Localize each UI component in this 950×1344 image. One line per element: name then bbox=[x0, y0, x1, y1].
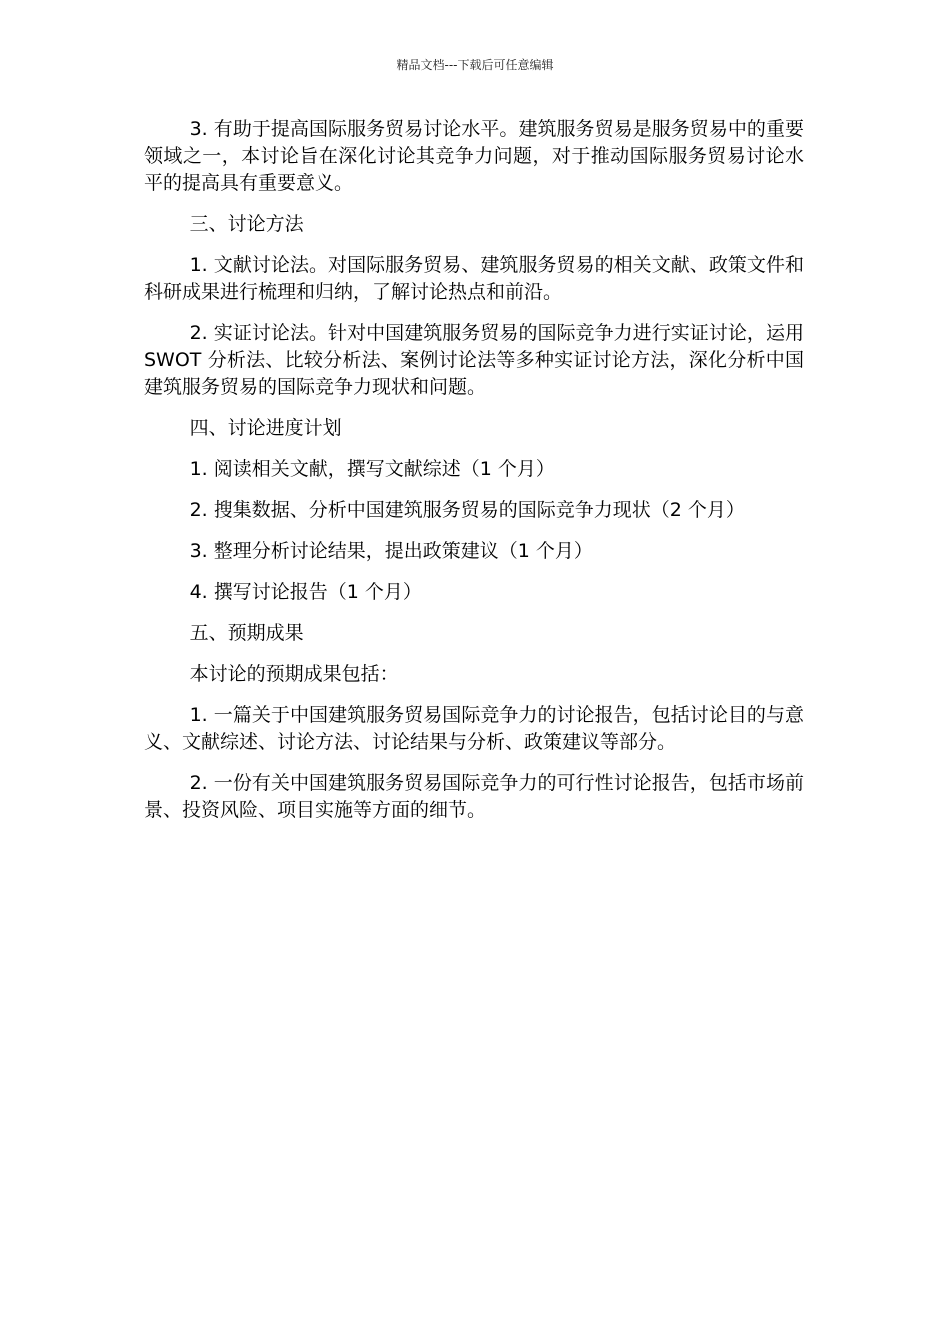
page-header: 精品文档---下载后可任意编辑 bbox=[396, 58, 554, 72]
paragraph-significance-3: 3. 有助于提高国际服务贸易讨论水平。建筑服务贸易是服务贸易中的重要领域之一，本讨论旨在深化讨论其竞争力问题，对于推动国际服务贸易讨论水平的提高具有重要意义。 bbox=[144, 118, 804, 194]
outcome-item-1: 1. 一篇关于中国建筑服务贸易国际竞争力的讨论报告，包括讨论目的与意义、文献综述、讨论方法、讨论结果与分析、政策建议等部分。 bbox=[144, 704, 804, 753]
schedule-item-1: 1. 阅读相关文献，撰写文献综述（1 个月） bbox=[189, 458, 555, 480]
schedule-item-3: 3. 整理分析讨论结果，提出政策建议（1 个月） bbox=[189, 540, 593, 562]
paragraph-method-literature: 1. 文献讨论法。对国际服务贸易、建筑服务贸易的相关文献、政策文件和科研成果进行梳理和归纳，了解讨论热点和前沿。 bbox=[144, 254, 804, 303]
schedule-item-2: 2. 搜集数据、分析中国建筑服务贸易的国际竞争力现状（2 个月） bbox=[189, 499, 745, 521]
paragraph-method-empirical: 2. 实证讨论法。针对中国建筑服务贸易的国际竞争力进行实证讨论，运用 SWOT 分析法、比较分析法、案例讨论法等多种实证讨论方法，深化分析中国建筑服务贸易的国际竞争力现状和问题。 bbox=[144, 322, 804, 398]
document-body bbox=[144, 116, 804, 838]
section-heading-methods: 三、讨论方法 bbox=[189, 213, 304, 235]
section-heading-outcomes: 五、预期成果 bbox=[189, 622, 304, 644]
outcome-item-2: 2. 一份有关中国建筑服务贸易国际竞争力的可行性讨论报告，包括市场前景、投资风险、项目实施等方面的细节。 bbox=[144, 772, 804, 821]
section-heading-schedule: 四、讨论进度计划 bbox=[189, 417, 342, 439]
paragraph-outcomes-intro: 本讨论的预期成果包括： bbox=[189, 663, 399, 685]
schedule-item-4: 4. 撰写讨论报告（1 个月） bbox=[189, 581, 422, 603]
